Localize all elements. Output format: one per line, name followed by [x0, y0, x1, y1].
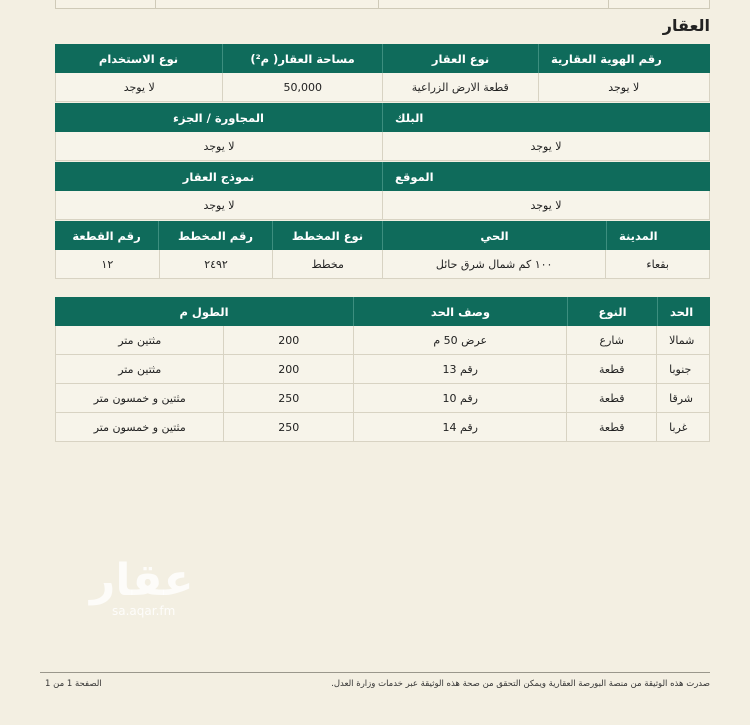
type-cell: شارع — [566, 326, 656, 354]
footer-divider — [40, 672, 710, 673]
table-row — [55, 355, 710, 384]
aqar-logo-watermark: عقار — [90, 555, 194, 606]
value-cell: لا يوجد — [382, 191, 709, 219]
city-table-values — [55, 250, 710, 279]
length-text-cell: مثتين متر — [118, 362, 162, 376]
value-cell: لا يوجد — [382, 132, 709, 160]
type-cell: قطعة — [566, 384, 656, 412]
header-cell: الموقع — [382, 162, 710, 191]
length-text-cell: مثتين و خمسون متر — [93, 420, 186, 434]
length-cell: 200 — [223, 326, 353, 354]
header-cell: نوع العقار — [382, 44, 538, 73]
header-cell: الحي — [382, 221, 606, 250]
value-cell: لا يوجد — [538, 73, 709, 101]
table-row — [55, 326, 710, 355]
header-cell: رقم الهوية العقارية — [538, 44, 710, 73]
length-cell: 250 — [223, 384, 353, 412]
header-cell: الطول م — [179, 304, 229, 319]
boundaries-table-header — [55, 297, 710, 326]
value-cell: لا يوجد — [123, 80, 155, 94]
length-cell: 250 — [223, 413, 353, 441]
table-row — [55, 384, 710, 413]
watermark-url: sa.aqar.fm — [112, 604, 176, 618]
city-table-header — [55, 221, 710, 250]
side-cell: شمالا — [656, 326, 709, 354]
side-cell: شرقا — [656, 384, 709, 412]
side-cell: غربا — [656, 413, 709, 441]
value-cell: لا يوجد — [203, 139, 235, 153]
previous-table-remnant — [55, 0, 710, 9]
block-table-values — [55, 132, 710, 161]
location-table-values — [55, 191, 710, 220]
property-table-header — [55, 44, 710, 73]
header-cell: نوع الاستخدام — [98, 51, 179, 66]
header-cell: المدينة — [606, 221, 710, 250]
property-table-values — [55, 73, 710, 102]
length-text-cell: مثتين و خمسون متر — [93, 391, 186, 405]
side-cell: جنوبا — [656, 355, 709, 383]
length-text-cell: مثتين متر — [118, 333, 162, 347]
header-cell: مساحة العقار( م²) — [222, 44, 382, 73]
value-cell: ١٠٠ كم شمال شرق حائل — [382, 250, 605, 278]
value-cell: ٢٤٩٢ — [159, 250, 273, 278]
desc-cell: رقم 10 — [353, 384, 566, 412]
length-cell: 200 — [223, 355, 353, 383]
section-title: العقار — [662, 16, 710, 35]
header-cell: نموذج العقار — [182, 169, 255, 184]
page-number: الصفحة 1 من 1 — [45, 679, 102, 689]
desc-cell: رقم 14 — [353, 413, 566, 441]
header-cell: نوع المخطط — [272, 221, 382, 250]
desc-cell: رقم 13 — [353, 355, 566, 383]
desc-cell: عرض 50 م — [353, 326, 566, 354]
header-cell: المجاورة / الجزء — [173, 110, 264, 125]
header-cell: البلك — [382, 103, 710, 132]
header-cell: رقم المخطط — [158, 221, 272, 250]
header-cell: الحد — [657, 297, 710, 326]
block-table-header — [55, 103, 710, 132]
footer-note: صدرت هذه الوثيقة من منصة البورصة العقارية ويمكن التحقق من صحة هذه الوثيقة عبر خدمات وزارة العدل. — [331, 679, 710, 689]
value-cell: بقعاء — [605, 250, 709, 278]
value-cell: 50,000 — [222, 73, 382, 101]
header-cell: النوع — [567, 297, 657, 326]
value-cell: ١٢ — [101, 257, 114, 271]
location-table-header — [55, 162, 710, 191]
value-cell: مخطط — [272, 250, 382, 278]
type-cell: قطعة — [566, 355, 656, 383]
value-cell: قطعة الارض الزراعية — [382, 73, 538, 101]
header-cell: وصف الحد — [353, 297, 567, 326]
value-cell: لا يوجد — [203, 198, 235, 212]
header-cell: رقم القطعة — [72, 228, 141, 243]
type-cell: قطعة — [566, 413, 656, 441]
table-row — [55, 413, 710, 442]
